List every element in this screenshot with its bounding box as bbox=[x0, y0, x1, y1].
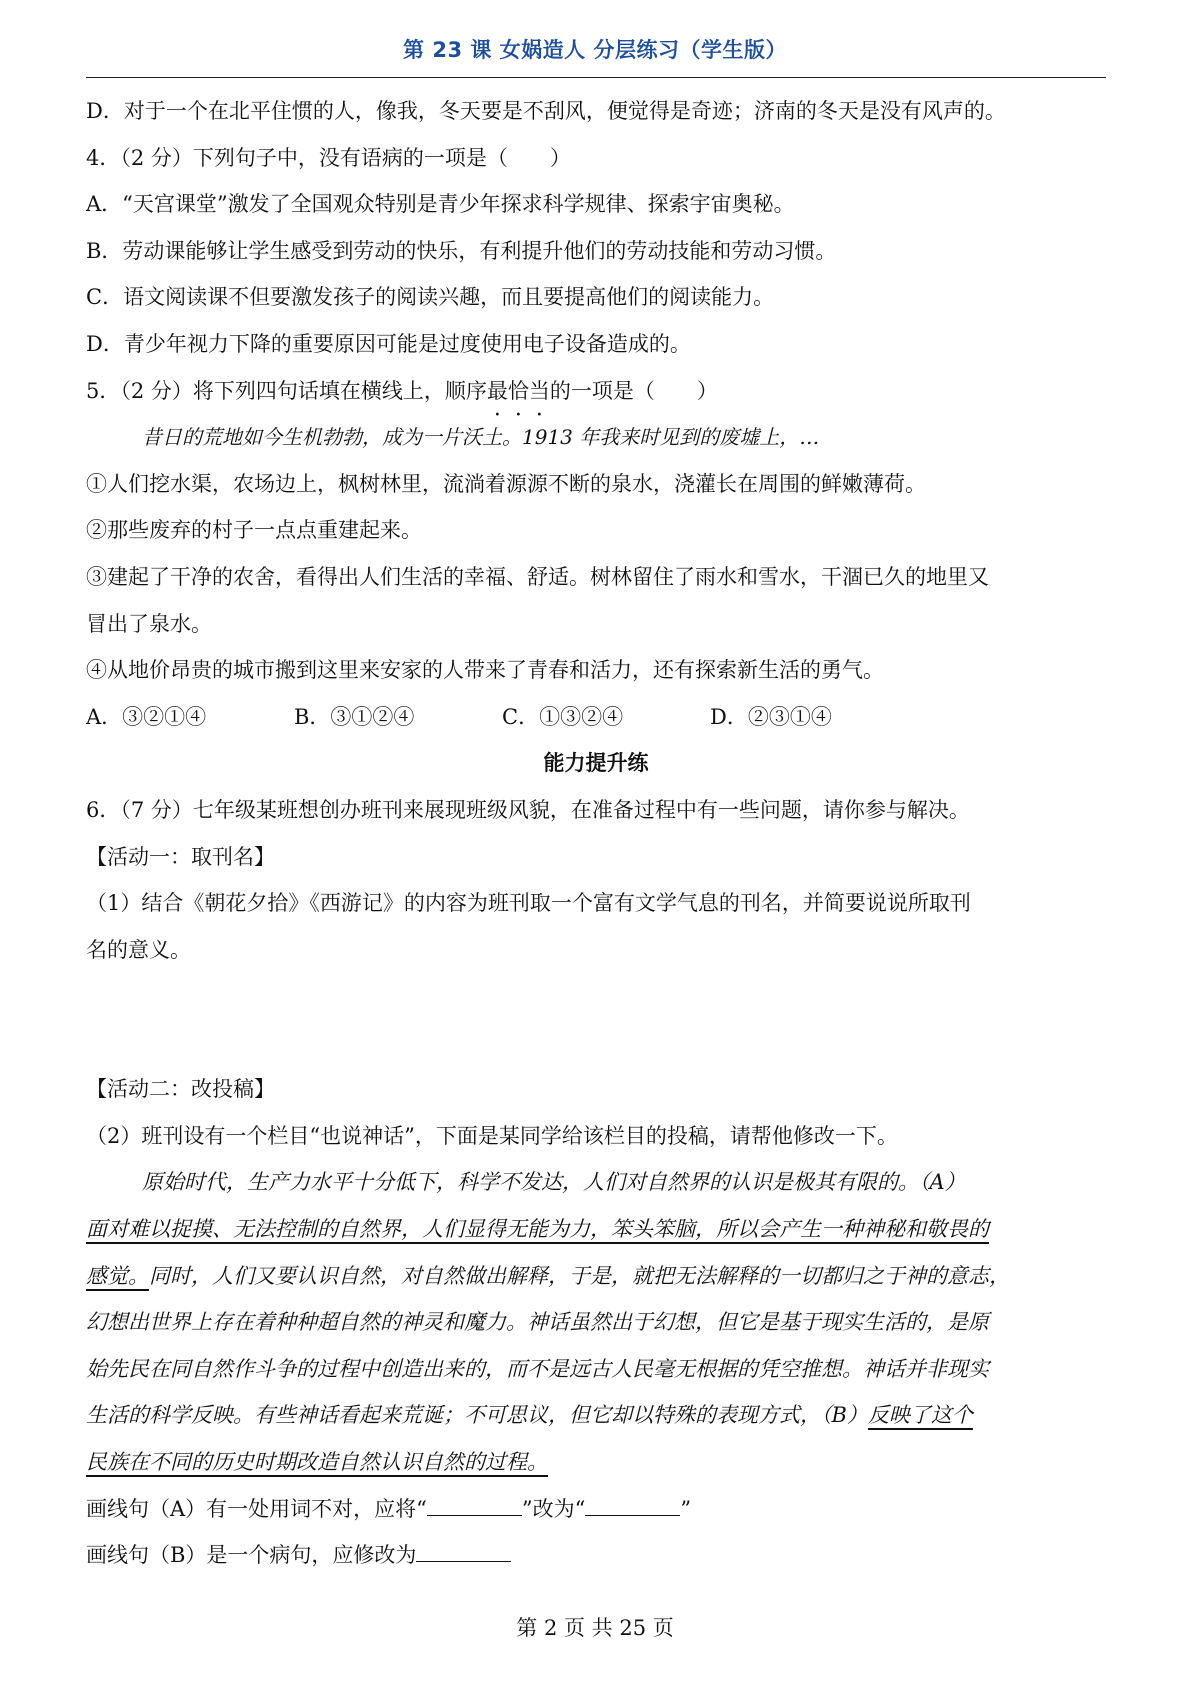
question-6: 6．（7 分）七年级某班想创办班刊来展现班级风貌，在准备过程中有一些问题，请你参与解决。 bbox=[86, 797, 970, 822]
answer-b-prefix: 画线句（B）是一个病句，应修改为 bbox=[86, 1543, 417, 1568]
answer-line-b bbox=[86, 1532, 1106, 1579]
q5-prefix: 5．（2 分）将下列四句话填在横线上，顺序 bbox=[86, 378, 487, 403]
q6-part-1-cont: 名的意义。 bbox=[86, 937, 191, 962]
passage-text: 同时，人们又要认识自然，对自然做出解释，于是，就把无法解释的一切都归之于神的意志， bbox=[149, 1263, 1010, 1288]
q5-lead-sentence: 昔日的荒地如今生机勃勃，成为一片沃土。1913 年我来时见到的废墟上，… bbox=[142, 425, 820, 450]
document-body bbox=[86, 88, 1106, 1579]
answer-a-prefix: 画线句（A）有一处用词不对，应将“ bbox=[86, 1496, 427, 1521]
activity-1-heading: 【活动一：取刊名】 bbox=[86, 844, 275, 869]
q5-emphasis-char: 当 bbox=[528, 378, 550, 403]
passage-line bbox=[86, 1439, 1106, 1486]
q4-option-c: C．语文阅读课不但要激发孩子的阅读兴趣，而且要提高他们的阅读能力。 bbox=[86, 285, 775, 310]
underlined-sentence-b: 反映了这个 bbox=[867, 1403, 973, 1428]
q3-option-d: D．对于一个在北平住惯的人，像我，冬天要是不刮风，便觉得是奇迹；济南的冬天是没有风声的。 bbox=[86, 99, 1006, 123]
submission-passage bbox=[86, 1159, 1106, 1485]
q5-emphasis-char: 恰 bbox=[507, 378, 529, 403]
answer-a-middle: ”改为“ bbox=[521, 1496, 586, 1521]
answer-a-suffix: ” bbox=[680, 1496, 692, 1521]
q5-option-b: B．③①②④ bbox=[294, 704, 415, 729]
q6-part-1: （1）结合《朝花夕拾》《西游记》的内容为班刊取一个富有文学气息的刊名，并简要说说所取刊 bbox=[86, 891, 971, 916]
passage-line: 始先民在同自然作斗争的过程中创造出来的，而不是远古人民毫无根据的凭空推想。神话并非现实 bbox=[86, 1356, 989, 1381]
q5-emphasis-char: 最 bbox=[486, 378, 508, 403]
passage-line bbox=[86, 1392, 1106, 1439]
q4-option-a: A．“天宫课堂”激发了全国观众特别是青少年探求科学规律、探索宇宙奥秘。 bbox=[86, 192, 795, 217]
q4-option-d: D．青少年视力下降的重要原因可能是过度使用电子设备造成的。 bbox=[86, 331, 691, 356]
q5-sentence-3-cont: 冒出了泉水。 bbox=[86, 611, 212, 636]
q4-option-b: B．劳动课能够让学生感受到劳动的快乐，有利提升他们的劳动技能和劳动习惯。 bbox=[86, 238, 837, 263]
q5-option-a: A．③②①④ bbox=[86, 704, 207, 729]
q5-suffix: 的一项是（ ） bbox=[549, 378, 718, 403]
answer-blank-revised-sentence[interactable] bbox=[416, 1541, 511, 1562]
underlined-sentence-a: 面对难以捉摸、无法控制的自然界，人们显得无能为力，笨头笨脑，所以会产生一种神秘和敬畏的 bbox=[86, 1217, 989, 1242]
answer-blank-corrected-word[interactable] bbox=[585, 1495, 680, 1516]
question-4: 4．（2 分）下列句子中，没有语病的一项是（ ） bbox=[86, 145, 571, 170]
q5-options bbox=[86, 694, 1106, 741]
q5-option-c: C．①③②④ bbox=[502, 704, 624, 729]
section-heading: 能力提升练 bbox=[543, 751, 649, 776]
q6-part-2: （2）班刊设有一个栏目“也说神话”，下面是某同学给该栏目的投稿，请帮他修改一下。 bbox=[86, 1123, 898, 1148]
q5-option-d: D．②③①④ bbox=[710, 704, 832, 729]
q5-sentence-2: ②那些废弃的村子一点点重建起来。 bbox=[86, 518, 422, 543]
page-footer: 第 2 页 共 25 页 bbox=[516, 1616, 674, 1640]
passage-line: 幻想出世界上存在着种种超自然的神灵和魔力。神话虽然出于幻想，但它是基于现实生活的，是原 bbox=[86, 1310, 989, 1335]
passage-text: 生活的科学反映。有些神话看起来荒诞；不可思议，但它却以特殊的表现方式，（B） bbox=[86, 1403, 868, 1428]
underlined-sentence-b-end: 民族在不同的历史时期改造自然认识自然的过程。 bbox=[86, 1450, 548, 1475]
activity-2-heading: 【活动二：改投稿】 bbox=[86, 1077, 275, 1102]
answer-line-a bbox=[86, 1486, 1106, 1533]
answer-blank-original-word[interactable] bbox=[427, 1495, 522, 1516]
answer-space bbox=[86, 973, 1106, 1066]
underlined-sentence-a-end: 感觉。 bbox=[86, 1263, 149, 1288]
passage-line bbox=[86, 1206, 1106, 1253]
question-5 bbox=[86, 368, 1106, 415]
q5-sentence-3: ③建起了干净的农舍，看得出人们生活的幸福、舒适。树林留住了雨水和雪水，干涸已久的地里又 bbox=[86, 564, 989, 589]
page-header-title: 第 23 课 女娲造人 分层练习（学生版） bbox=[403, 38, 787, 62]
q5-sentence-4: ④从地价昂贵的城市搬到这里来安家的人带来了青春和活力，还有探索新生活的勇气。 bbox=[86, 658, 884, 683]
passage-line bbox=[86, 1253, 1106, 1300]
header-divider bbox=[86, 77, 1106, 78]
q5-sentence-1: ①人们挖水渠，农场边上，枫树林里，流淌着源源不断的泉水，浇灌长在周围的鲜嫩薄荷。 bbox=[86, 471, 926, 496]
passage-line: 原始时代，生产力水平十分低下，科学不发达，人们对自然界的认识是极其有限的。（A） bbox=[142, 1170, 966, 1195]
